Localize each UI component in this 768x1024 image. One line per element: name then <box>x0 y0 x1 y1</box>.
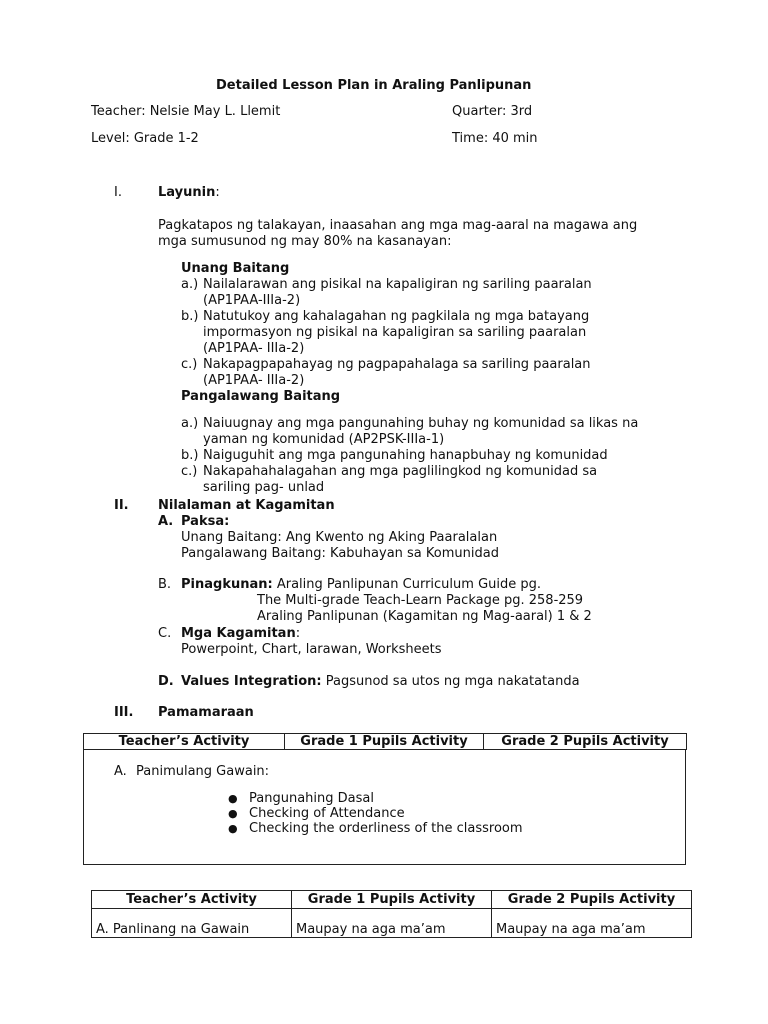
subsection-d-wrap <box>181 674 580 690</box>
section-3-number: III. <box>114 705 134 720</box>
table-2-cell-teacher: A. Panlinang na Gawain <box>92 909 292 938</box>
table-2-header-grade-1: Grade 1 Pupils Activity <box>292 891 492 909</box>
time-info: Time: 40 min <box>452 131 538 146</box>
list-item: Checking of Attendance <box>249 806 405 821</box>
section-1-heading: Layunin <box>158 185 216 200</box>
subsection-a-label: A. <box>158 514 174 529</box>
reference-3: Araling Panlipunan (Kagamitan ng Mag-aaral) 1 & 2 <box>257 609 592 624</box>
bullet-icon: ● <box>228 792 238 805</box>
g1-objective-a-label: a.) <box>181 277 199 292</box>
topic-grade-2: Pangalawang Baitang: Kabuhayan sa Komunidad <box>181 546 499 561</box>
panimula-heading: Panimulang Gawain: <box>136 764 270 779</box>
subsection-c-colon: : <box>295 626 301 641</box>
values-integration-text: Pagsunod sa utos ng mga nakatatanda <box>325 674 580 689</box>
teacher-info: Teacher: Nelsie May L. Llemit <box>91 104 281 119</box>
g1-objective-b-line-2: impormasyon ng pisikal na kapaligiran sa sariling paaralan <box>203 325 587 340</box>
section-2-number: II. <box>114 498 129 513</box>
g1-objective-c-line-1: Nakapagpapahayag ng pagpapahalaga sa sariling paaralan <box>203 357 591 372</box>
table-1-header-grade-2: Grade 2 Pupils Activity <box>484 734 687 750</box>
table-2-cell-grade-2: Maupay na aga ma’am <box>492 909 692 938</box>
grade-1-heading: Unang Baitang <box>181 261 290 276</box>
objectives-intro-line-2: mga sumusunod ng may 80% na kasanayan: <box>158 234 452 249</box>
level-info: Level: Grade 1-2 <box>91 131 199 146</box>
section-1-heading-wrap <box>158 185 220 201</box>
page-title: Detailed Lesson Plan in Araling Panlipunan <box>216 78 532 93</box>
table-2-header-grade-2: Grade 2 Pupils Activity <box>492 891 692 909</box>
subsection-c-heading: Mga Kagamitan <box>181 626 296 641</box>
subsection-c-wrap <box>181 626 300 642</box>
reference-1: Araling Panlipunan Curriculum Guide pg. <box>276 577 542 592</box>
table-2-header-teacher: Teacher’s Activity <box>92 891 292 909</box>
g1-objective-a-line-2: (AP1PAA-IIIa-2) <box>203 293 301 308</box>
objectives-intro-line-1: Pagkatapos ng talakayan, inaasahan ang mga mag-aaral na magawa ang <box>158 218 638 233</box>
section-1-number: I. <box>114 185 122 200</box>
section-1-colon: : <box>215 185 220 200</box>
subsection-a-heading: Paksa: <box>181 514 230 529</box>
section-3-heading: Pamamaraan <box>158 705 254 720</box>
table-1-header-teacher: Teacher’s Activity <box>84 734 285 750</box>
g1-objective-c-line-2: (AP1PAA- IIIa-2) <box>203 373 305 388</box>
table-row <box>92 909 692 938</box>
subsection-d-heading: Values Integration: <box>181 674 322 689</box>
quarter-info: Quarter: 3rd <box>452 104 533 119</box>
subsection-b-wrap <box>181 577 541 593</box>
materials-list: Powerpoint, Chart, larawan, Worksheets <box>181 642 442 657</box>
g1-objective-a-line-1: Nailalarawan ang pisikal na kapaligiran ng sariling paaralan <box>203 277 592 292</box>
table-2-header-row <box>92 891 692 909</box>
g2-objective-a-line-2: yaman ng komunidad (AP2PSK-IIIa-1) <box>203 432 445 447</box>
list-item: Pangunahing Dasal <box>249 791 374 806</box>
g2-objective-b-line-1: Naiguguhit ang mga pangunahing hanapbuhay ng komunidad <box>203 448 608 463</box>
section-2-heading: Nilalaman at Kagamitan <box>158 498 335 513</box>
topic-grade-1: Unang Baitang: Ang Kwento ng Aking Paaralalan <box>181 530 498 545</box>
activity-table-1 <box>83 733 687 750</box>
g2-objective-b-label: b.) <box>181 448 199 463</box>
table-2-cell-grade-1: Maupay na aga ma’am <box>292 909 492 938</box>
list-item: Checking the orderliness of the classroom <box>249 821 523 836</box>
g2-objective-c-line-1: Nakapahahalagahan ang mga paglilingkod ng komunidad sa <box>203 464 598 479</box>
g2-objective-a-line-1: Naiuugnay ang mga pangunahing buhay ng komunidad sa likas na <box>203 416 639 431</box>
g2-objective-c-label: c.) <box>181 464 198 479</box>
reference-2: The Multi-grade Teach-Learn Package pg. 258-259 <box>257 593 584 608</box>
table-1-header-grade-1: Grade 1 Pupils Activity <box>285 734 484 750</box>
subsection-c-label: C. <box>158 626 172 641</box>
grade-2-heading: Pangalawang Baitang <box>181 389 341 404</box>
bullet-icon: ● <box>228 822 238 835</box>
g1-objective-b-line-3: (AP1PAA- IIIa-2) <box>203 341 305 356</box>
g2-objective-c-line-2: sariling pag- unlad <box>203 480 325 495</box>
subsection-b-heading: Pinagkunan: <box>181 577 273 592</box>
activity-table-2 <box>91 890 692 938</box>
subsection-b-label: B. <box>158 577 172 592</box>
g1-objective-c-label: c.) <box>181 357 198 372</box>
subsection-d-label: D. <box>158 674 174 689</box>
g1-objective-b-label: b.) <box>181 309 199 324</box>
g2-objective-a-label: a.) <box>181 416 199 431</box>
bullet-icon: ● <box>228 807 238 820</box>
g1-objective-b-line-1: Natutukoy ang kahalagahan ng pagkilala ng mga batayang <box>203 309 590 324</box>
panimula-label: A. <box>114 764 127 779</box>
table-1-header-row <box>84 734 687 750</box>
